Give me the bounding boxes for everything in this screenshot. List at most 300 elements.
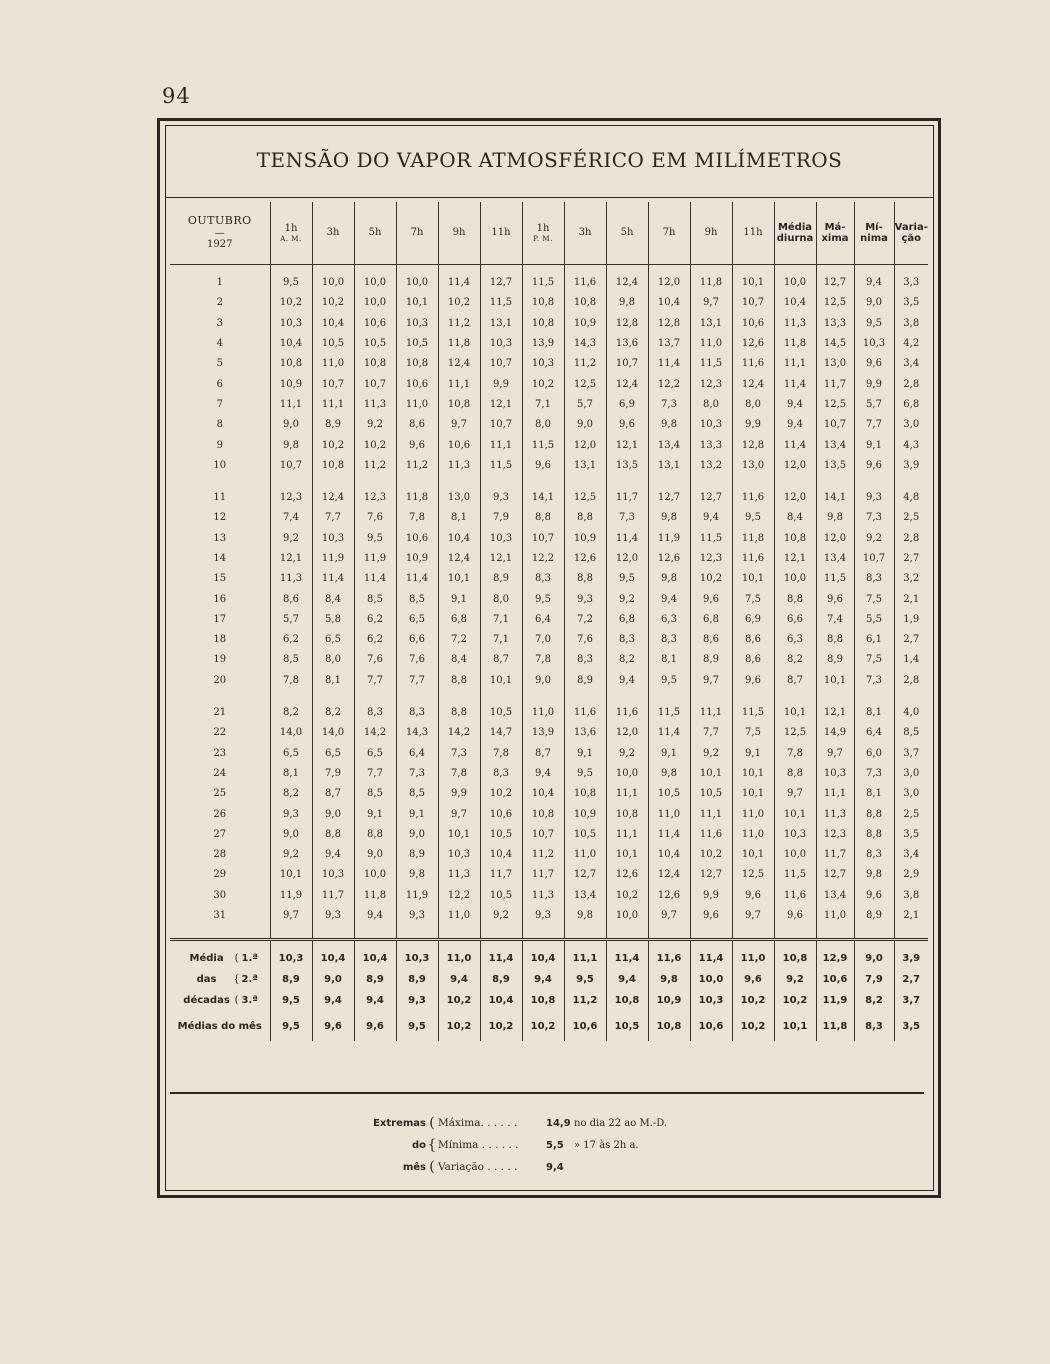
table-cell: 8,6 <box>396 415 438 435</box>
table-row <box>170 886 928 906</box>
table-cell: 11,9 <box>270 886 312 906</box>
table-cell: 11,6 <box>732 549 774 569</box>
table-cell: 9,1 <box>396 804 438 824</box>
row-spacer <box>170 691 928 703</box>
table-cell: 7,9 <box>312 764 354 784</box>
max-label: Máxima. . . . . . <box>438 1117 518 1129</box>
table-cell: 12,1 <box>606 435 648 455</box>
table-cell: 10,6 <box>396 374 438 394</box>
table-cell: 11,4 <box>648 825 690 845</box>
table-cell: 11,0 <box>690 334 732 354</box>
table-cell: 9,2 <box>854 529 894 549</box>
table-cell: 8,8 <box>854 825 894 845</box>
min-note: » 17 às 2h a. <box>574 1139 639 1151</box>
table-cell: 7,1 <box>480 630 522 650</box>
table-cell: 13,0 <box>438 488 480 508</box>
table-cell: 3,4 <box>894 354 928 374</box>
table-cell: 12,2 <box>522 549 564 569</box>
table-cell: 12,8 <box>732 435 774 455</box>
summary-cell: 11,2 <box>564 990 606 1011</box>
summary-cell: 10,8 <box>606 990 648 1011</box>
table-cell: 11,2 <box>438 314 480 334</box>
table-cell: 10,0 <box>606 906 648 926</box>
day-number: 7 <box>216 398 223 410</box>
table-cell: 14,9 <box>816 723 854 743</box>
decade-1-row <box>170 940 928 970</box>
table-cell: 12,1 <box>480 395 522 415</box>
table-cell: 13,5 <box>606 456 648 476</box>
table-cell: 10,5 <box>480 825 522 845</box>
table-row <box>170 314 928 334</box>
table-cell: 12,5 <box>732 865 774 885</box>
day-number: 9 <box>216 439 223 451</box>
table-cell: 11,3 <box>522 886 564 906</box>
table-cell: 11,8 <box>774 334 816 354</box>
table-cell: 8,3 <box>854 569 894 589</box>
table-cell: 12,4 <box>606 374 648 394</box>
table-cell: 8,3 <box>648 630 690 650</box>
table-cell: 11,1 <box>312 395 354 415</box>
table-cell: 10,8 <box>606 804 648 824</box>
day-number: 3 <box>216 317 223 329</box>
day-number: 22 <box>213 727 227 739</box>
table-cell: 2,1 <box>894 589 928 609</box>
table-cell: 10,0 <box>354 293 396 313</box>
table-cell: 6,8 <box>894 395 928 415</box>
table-cell: 9,2 <box>606 744 648 764</box>
table-cell: 11,5 <box>480 293 522 313</box>
table-cell: 2,8 <box>894 671 928 691</box>
summary-cell: 10,6 <box>816 969 854 990</box>
table-cell: 10,1 <box>732 845 774 865</box>
col-3h-am: 3h <box>312 202 354 265</box>
summary-cell: 10,2 <box>732 1011 774 1041</box>
table-cell: 9,4 <box>854 273 894 293</box>
table-cell: 10,2 <box>312 435 354 455</box>
table-cell: 13,4 <box>816 549 854 569</box>
table-cell: 6,8 <box>690 610 732 630</box>
table-row <box>170 529 928 549</box>
table-cell: 7,3 <box>438 744 480 764</box>
table-cell: 7,0 <box>522 630 564 650</box>
table-cell: 10,7 <box>816 415 854 435</box>
table-cell: 14,2 <box>438 723 480 743</box>
summary-cell: 10,6 <box>690 1011 732 1041</box>
table-cell: 12,7 <box>564 865 606 885</box>
extremes-do-label: do <box>411 1139 426 1151</box>
table-cell: 9,8 <box>606 293 648 313</box>
max-value: 14,9 <box>546 1117 571 1129</box>
table-cell: 8,5 <box>270 650 312 670</box>
table-cell: 10,2 <box>270 293 312 313</box>
table-cell: 8,3 <box>522 569 564 589</box>
table-title: TENSÃO DO VAPOR ATMOSFÉRICO EM MILÍMETROS <box>256 148 843 172</box>
table-cell: 10,1 <box>774 804 816 824</box>
table-cell: 9,6 <box>690 589 732 609</box>
table-cell: 12,4 <box>606 273 648 293</box>
table-cell: 11,0 <box>648 804 690 824</box>
table-cell: 2,5 <box>894 804 928 824</box>
table-cell: 11,9 <box>648 529 690 549</box>
table-cell: 9,6 <box>732 671 774 691</box>
table-cell: 10,5 <box>480 886 522 906</box>
table-cell: 11,6 <box>564 703 606 723</box>
summary-cell: 11,4 <box>690 940 732 970</box>
table-cell: 2,9 <box>894 865 928 885</box>
table-cell: 10,5 <box>312 334 354 354</box>
col-7h-am: 7h <box>396 202 438 265</box>
table-cell: 12,2 <box>438 886 480 906</box>
table-cell: 9,4 <box>606 671 648 691</box>
table-cell: 4,3 <box>894 435 928 455</box>
table-cell: 7,2 <box>438 630 480 650</box>
table-cell: 8,8 <box>774 764 816 784</box>
table-cell: 11,6 <box>564 273 606 293</box>
summary-cell: 10,4 <box>312 940 354 970</box>
table-cell: 11,8 <box>690 273 732 293</box>
table-cell: 9,8 <box>396 865 438 885</box>
table-cell: 3,4 <box>894 845 928 865</box>
table-cell: 9,2 <box>480 906 522 926</box>
table-cell: 12,0 <box>648 273 690 293</box>
table-cell: 10,8 <box>522 804 564 824</box>
summary-rows <box>170 940 928 1042</box>
summary-cell: 10,6 <box>564 1011 606 1041</box>
table-cell: 13,1 <box>480 314 522 334</box>
table-cell: 9,7 <box>774 784 816 804</box>
table-cell: 8,4 <box>438 650 480 670</box>
table-cell: 10,6 <box>480 804 522 824</box>
table-cell: 3,7 <box>894 744 928 764</box>
header-dash: — <box>214 227 225 239</box>
table-cell: 7,6 <box>354 650 396 670</box>
table-row <box>170 415 928 435</box>
table-cell: 7,3 <box>854 671 894 691</box>
max-note: no dia 22 ao M.-D. <box>574 1117 668 1129</box>
summary-cell: 7,9 <box>854 969 894 990</box>
table-cell: 9,2 <box>354 415 396 435</box>
table-cell: 10,8 <box>774 529 816 549</box>
table-cell: 12,6 <box>606 865 648 885</box>
table-cell: 7,7 <box>854 415 894 435</box>
table-cell: 12,0 <box>606 723 648 743</box>
table-cell: 10,6 <box>438 435 480 455</box>
table-row <box>170 784 928 804</box>
table-cell: 10,1 <box>396 293 438 313</box>
table-cell: 3,2 <box>894 569 928 589</box>
table-row <box>170 764 928 784</box>
table-cell: 9,4 <box>522 764 564 784</box>
table-cell: 13,0 <box>732 456 774 476</box>
table-cell: 7,5 <box>854 589 894 609</box>
table-cell: 12,3 <box>690 549 732 569</box>
table-cell: 9,9 <box>854 374 894 394</box>
table-cell: 10,9 <box>270 374 312 394</box>
table-cell: 8,9 <box>312 415 354 435</box>
table-cell: 9,3 <box>522 906 564 926</box>
table-cell: 4,2 <box>894 334 928 354</box>
month-mean-label: Médias do mês <box>177 1020 262 1032</box>
table-cell: 9,5 <box>270 273 312 293</box>
summary-cell: 10,2 <box>438 990 480 1011</box>
table-cell: 10,4 <box>270 334 312 354</box>
table-cell: 9,2 <box>270 845 312 865</box>
summary-cell: 9,5 <box>270 990 312 1011</box>
table-cell: 9,5 <box>564 764 606 784</box>
summary-cell: 9,3 <box>396 990 438 1011</box>
summary-cell: 10,4 <box>354 940 396 970</box>
table-cell: 10,4 <box>522 784 564 804</box>
summary-cell: 10,8 <box>522 990 564 1011</box>
table-cell: 11,1 <box>438 374 480 394</box>
table-cell: 11,6 <box>690 825 732 845</box>
table-cell: 1,4 <box>894 650 928 670</box>
extreme-min-row: do { Mínima . . . . . . 5,5 » 17 às 2h a. <box>370 1134 667 1156</box>
day-number: 24 <box>213 767 227 779</box>
table-cell: 10,7 <box>354 374 396 394</box>
table-cell: 10,3 <box>480 334 522 354</box>
table-cell: 10,7 <box>312 374 354 394</box>
col-11h-am: 11h <box>480 202 522 265</box>
table-cell: 11,5 <box>816 569 854 589</box>
table-cell: 11,4 <box>354 569 396 589</box>
table-cell: 8,7 <box>774 671 816 691</box>
table-cell: 11,1 <box>690 703 732 723</box>
table-cell: 9,6 <box>606 415 648 435</box>
summary-cell: 10,2 <box>732 990 774 1011</box>
table-cell: 3,3 <box>894 273 928 293</box>
summary-cell: 9,5 <box>270 1011 312 1041</box>
table-cell: 10,2 <box>690 845 732 865</box>
table-cell: 11,4 <box>396 569 438 589</box>
table-cell: 12,0 <box>564 435 606 455</box>
table-cell: 2,7 <box>894 630 928 650</box>
table-cell: 11,4 <box>648 723 690 743</box>
table-cell: 11,4 <box>312 569 354 589</box>
table-cell: 9,2 <box>270 529 312 549</box>
table-cell: 9,4 <box>774 395 816 415</box>
table-cell: 9,7 <box>816 744 854 764</box>
table-cell: 4,0 <box>894 703 928 723</box>
table-cell: 10,8 <box>312 456 354 476</box>
col-5h-pm: 5h <box>606 202 648 265</box>
table-cell: 8,8 <box>816 630 854 650</box>
table-cell: 10,3 <box>270 314 312 334</box>
col-7h-pm: 7h <box>648 202 690 265</box>
table-cell: 8,2 <box>606 650 648 670</box>
table-cell: 8,3 <box>564 650 606 670</box>
col-variacao: Varia- ção <box>894 202 928 265</box>
day-number: 14 <box>213 553 227 564</box>
table-cell: 10,0 <box>396 273 438 293</box>
table-cell: 11,1 <box>270 395 312 415</box>
table-cell: 11,7 <box>606 488 648 508</box>
summary-cell: 10,2 <box>438 1011 480 1041</box>
table-row <box>170 334 928 354</box>
table-cell: 10,8 <box>564 293 606 313</box>
day-number: 29 <box>213 869 227 881</box>
summary-cell: 10,2 <box>774 990 816 1011</box>
table-cell: 10,2 <box>438 293 480 313</box>
table-cell: 14,1 <box>522 488 564 508</box>
table-cell: 10,3 <box>690 415 732 435</box>
summary-cell: 11,4 <box>606 940 648 970</box>
table-cell: 11,0 <box>732 804 774 824</box>
row-spacer <box>170 926 928 940</box>
table-cell: 5,8 <box>312 610 354 630</box>
table-cell: 11,5 <box>480 456 522 476</box>
summary-cell: 10,3 <box>396 940 438 970</box>
table-cell: 2,8 <box>894 529 928 549</box>
table-cell: 7,5 <box>854 650 894 670</box>
table-row <box>170 865 928 885</box>
table-cell: 12,1 <box>480 549 522 569</box>
table-cell: 9,8 <box>648 508 690 528</box>
table-cell: 7,8 <box>438 764 480 784</box>
table-cell: 8,9 <box>396 845 438 865</box>
table-cell: 11,0 <box>438 906 480 926</box>
table-cell: 5,7 <box>564 395 606 415</box>
table-cell: 13,1 <box>690 314 732 334</box>
table-cell: 10,6 <box>732 314 774 334</box>
col-9h-pm: 9h <box>690 202 732 265</box>
table-cell: 10,1 <box>606 845 648 865</box>
table-cell: 7,8 <box>480 744 522 764</box>
table-cell: 14,3 <box>396 723 438 743</box>
summary-cell: 8,2 <box>854 990 894 1011</box>
table-cell: 10,0 <box>354 273 396 293</box>
table-cell: 11,2 <box>564 354 606 374</box>
table-cell: 10,9 <box>564 804 606 824</box>
decade-2-row <box>170 969 928 990</box>
table-cell: 10,0 <box>774 569 816 589</box>
day-number: 31 <box>213 910 227 922</box>
table-cell: 8,3 <box>480 764 522 784</box>
table-cell: 10,4 <box>648 293 690 313</box>
min-label: Mínima . . . . . . <box>438 1139 519 1151</box>
summary-cell: 10,0 <box>690 969 732 990</box>
table-cell: 12,4 <box>312 488 354 508</box>
row-spacer <box>170 476 928 488</box>
table-cell: 11,1 <box>480 435 522 455</box>
table-row <box>170 395 928 415</box>
table-cell: 8,8 <box>854 804 894 824</box>
table-cell: 7,1 <box>522 395 564 415</box>
col-maxima: Má- xima <box>816 202 854 265</box>
table-cell: 11,7 <box>312 886 354 906</box>
summary-cell: 9,6 <box>312 1011 354 1041</box>
table-cell: 11,3 <box>354 395 396 415</box>
table-cell: 9,6 <box>854 886 894 906</box>
table-cell: 10,7 <box>732 293 774 313</box>
summary-cell: 10,3 <box>270 940 312 970</box>
table-cell: 11,8 <box>396 488 438 508</box>
table-cell: 12,7 <box>690 865 732 885</box>
table-cell: 6,4 <box>396 744 438 764</box>
summary-cell: 9,0 <box>312 969 354 990</box>
table-cell: 10,9 <box>396 549 438 569</box>
table-cell: 12,1 <box>774 549 816 569</box>
table-cell: 7,9 <box>480 508 522 528</box>
summary-cell: 9,4 <box>438 969 480 990</box>
table-cell: 14,0 <box>312 723 354 743</box>
summary-cell: 8,9 <box>354 969 396 990</box>
table-row <box>170 703 928 723</box>
table-cell: 13,9 <box>522 334 564 354</box>
table-cell: 6,5 <box>312 630 354 650</box>
table-cell: 6,3 <box>648 610 690 630</box>
table-cell: 9,4 <box>354 906 396 926</box>
table-cell: 12,0 <box>774 488 816 508</box>
table-cell: 10,4 <box>438 529 480 549</box>
table-cell: 8,8 <box>564 569 606 589</box>
table-cell: 11,8 <box>354 886 396 906</box>
table-cell: 10,6 <box>354 314 396 334</box>
table-cell: 8,0 <box>732 395 774 415</box>
month-mean-row <box>170 1011 928 1041</box>
summary-cell: 8,9 <box>396 969 438 990</box>
table-cell: 7,6 <box>564 630 606 650</box>
table-cell: 9,7 <box>438 804 480 824</box>
summary-cell: 8,3 <box>854 1011 894 1041</box>
table-cell: 8,1 <box>438 508 480 528</box>
table-row <box>170 549 928 569</box>
table-cell: 11,1 <box>606 784 648 804</box>
table-cell: 3,8 <box>894 314 928 334</box>
decade-1-label: Média ( 1.ª <box>170 940 270 970</box>
table-cell: 10,7 <box>480 354 522 374</box>
var-label: Variação . . . . . <box>438 1161 518 1173</box>
table-cell: 11,7 <box>816 845 854 865</box>
table-cell: 12,4 <box>732 374 774 394</box>
table-cell: 6,6 <box>396 630 438 650</box>
table-cell: 6,6 <box>774 610 816 630</box>
day-number: 4 <box>216 338 223 350</box>
month-label: OUTUBRO <box>187 214 252 228</box>
table-cell: 10,8 <box>396 354 438 374</box>
table-cell: 2,8 <box>894 374 928 394</box>
table-cell: 7,3 <box>854 508 894 528</box>
table-cell: 8,5 <box>894 723 928 743</box>
extremes-mes-label: mês <box>402 1161 426 1173</box>
table-cell: 9,0 <box>396 825 438 845</box>
table-cell: 12,8 <box>606 314 648 334</box>
table-cell: 8,3 <box>854 845 894 865</box>
table-row <box>170 508 928 528</box>
table-cell: 8,0 <box>312 650 354 670</box>
table-cell: 5,5 <box>854 610 894 630</box>
table-cell: 9,4 <box>312 845 354 865</box>
table-cell: 8,8 <box>564 508 606 528</box>
summary-cell: 9,8 <box>648 969 690 990</box>
summary-cell: 8,9 <box>270 969 312 990</box>
table-cell: 11,1 <box>774 354 816 374</box>
day-number: 13 <box>213 532 227 544</box>
table-cell: 8,5 <box>396 784 438 804</box>
table-cell: 10,5 <box>690 784 732 804</box>
table-cell: 10,2 <box>690 569 732 589</box>
table-cell: 8,8 <box>354 825 396 845</box>
table-cell: 10,5 <box>564 825 606 845</box>
summary-cell: 9,4 <box>354 990 396 1011</box>
extreme-var-row: mês ( Variação . . . . . 9,4 <box>370 1156 667 1178</box>
summary-cell: 3,7 <box>894 990 928 1011</box>
table-cell: 10,3 <box>312 529 354 549</box>
table-cell: 12,6 <box>648 886 690 906</box>
day-number: 19 <box>213 654 227 666</box>
table-cell: 11,5 <box>648 703 690 723</box>
table-cell: 8,8 <box>522 508 564 528</box>
